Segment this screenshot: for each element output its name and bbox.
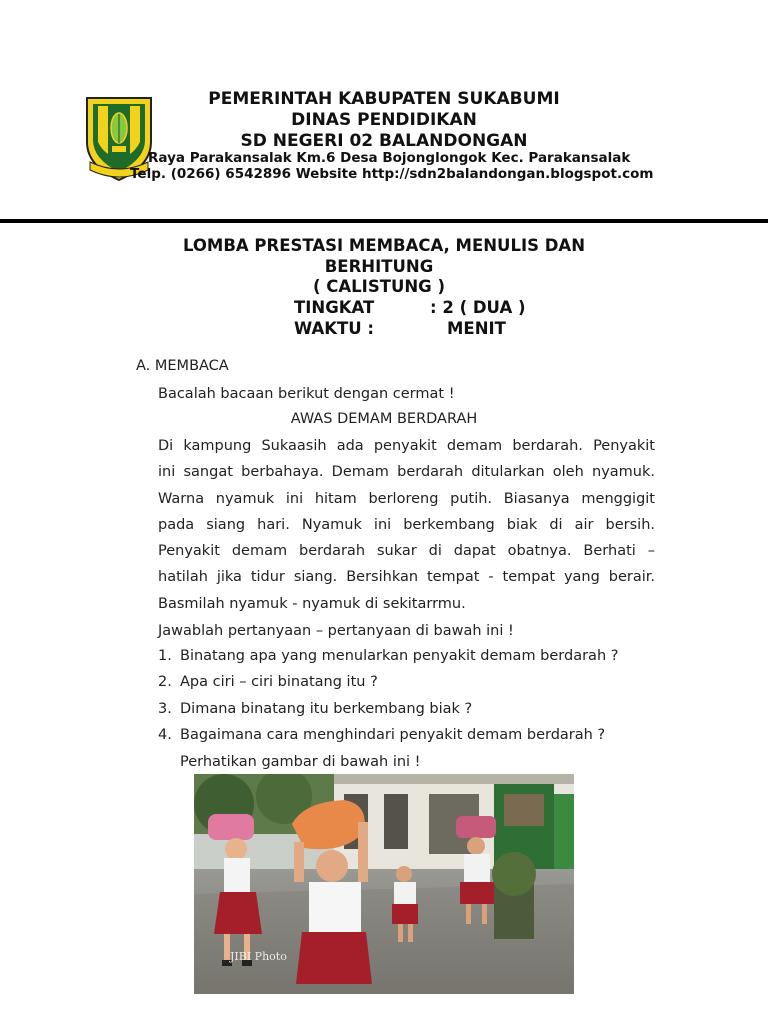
question-text: Apa ciri – ciri binatang itu ? [180, 674, 378, 691]
level-label: TINGKAT [294, 298, 375, 317]
story-line: Penyakit demam berdarah sukar di dapat obatnya. Berhati – [158, 543, 655, 560]
question-number: 3. [158, 700, 172, 717]
question-text: Bagaimana cara menghindari penyakit demam berdarah ? [180, 726, 606, 743]
level-value: : 2 ( DUA ) [430, 298, 526, 317]
picture-note: Perhatikan gambar di bawah ini ! [180, 754, 421, 770]
story-line: hatilah jika tidur siang. Bersihkan tempat - tempat yang berair. [158, 569, 655, 586]
story-line: ini sangat berbahaya. Demam berdarah ditularkan oleh nyamuk. [158, 464, 655, 481]
story-line: pada siang hari. Nyamuk ini berkembang biak di air bersih. [158, 516, 655, 533]
story-line: Basmilah nyamuk - nyamuk di sekitarrmu. [158, 595, 466, 612]
story-line: Warna nyamuk ini hitam berloreng putih. Biasanya menggigit [158, 490, 655, 507]
reading-instruction: Bacalah bacaan berikut dengan cermat ! [158, 386, 455, 402]
time-value: MENIT [447, 319, 506, 338]
question-item [158, 674, 618, 700]
question-number: 2. [158, 674, 172, 691]
exam-subtitle: ( CALISTUNG ) [313, 277, 445, 296]
letterhead-divider [0, 219, 768, 223]
question-text: Dimana binatang itu berkembang biak ? [180, 700, 473, 717]
time-label: WAKTU : [294, 319, 375, 338]
letterhead-department: DINAS PENDIDIKAN [291, 110, 477, 130]
letterhead-government: PEMERINTAH KABUPATEN SUKABUMI [208, 89, 560, 109]
exam-title: LOMBA PRESTASI MEMBACA, MENULIS DAN [182, 236, 586, 255]
question-intro: Jawablah pertanyaan – pertanyaan di bawah ini ! [158, 623, 514, 639]
exam-title-cont: BERHITUNG [324, 257, 434, 276]
photo-watermark: JIBI Photo [230, 950, 287, 963]
question-list [158, 648, 618, 753]
question-text: Binatang apa yang menularkan penyakit demam berdarah ? [180, 648, 619, 664]
schoolchildren-photo [194, 774, 574, 994]
story-line: Di kampung Sukaasih ada penyakit demam berdarah. Penyakit [158, 438, 655, 454]
section-heading: A. MEMBACA [136, 358, 229, 374]
letterhead-school: SD NEGERI 02 BALANDONGAN [240, 131, 528, 151]
letterhead-contact: Telp. (0266) 6542896 Website http://sdn2balandongan.blogspot.com [130, 166, 654, 182]
letterhead-address: Raya Parakansalak Km.6 Desa Bojonglongok Kec. Parakansalak [148, 150, 631, 166]
question-item [158, 701, 618, 727]
question-item [158, 648, 618, 674]
question-number: 4. [158, 726, 172, 743]
question-number: 1. [158, 648, 172, 664]
story-paragraph [158, 433, 655, 617]
story-title: AWAS DEMAM BERDARAH [290, 411, 478, 427]
question-item [158, 727, 618, 753]
